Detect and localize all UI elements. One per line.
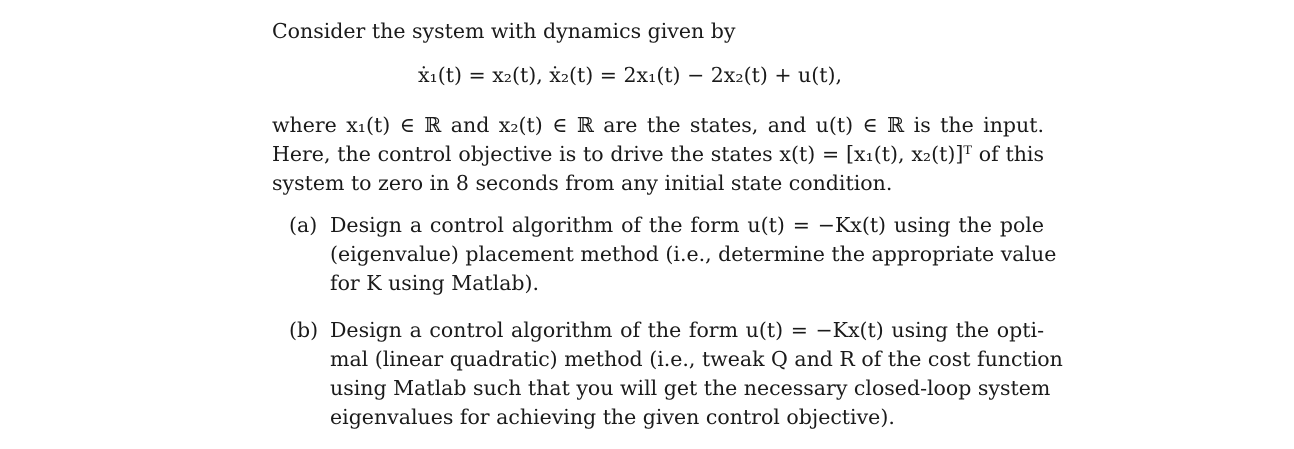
intro-text: Consider the system with dynamics given by bbox=[272, 19, 736, 43]
item-a-label: (a) bbox=[289, 213, 318, 237]
item-b-line-4: eigenvalues for achieving the given control objective). bbox=[330, 405, 895, 429]
item-b-label: (b) bbox=[289, 318, 319, 342]
dynamics-equation: ẋ₁(t) = x₂(t), ẋ₂(t) = 2x₁(t) − 2x₂(t) + u(t), bbox=[418, 63, 842, 87]
paragraph-line-1: where x₁(t) ∈ ℝ and x₂(t) ∈ ℝ are the states, and u(t) ∈ ℝ is the input. bbox=[272, 113, 1044, 137]
paragraph-line-2: Here, the control objective is to drive the states x(t) = [x₁(t), x₂(t)]ᵀ of this bbox=[272, 142, 1044, 166]
paragraph-line-3: system to zero in 8 seconds from any initial state condition. bbox=[272, 171, 893, 195]
item-b-line-3: using Matlab such that you will get the necessary closed-loop system bbox=[330, 376, 1051, 400]
item-b-line-1: Design a control algorithm of the form u(t) = −Kx(t) using the opti- bbox=[330, 318, 1044, 342]
item-b-line-2: mal (linear quadratic) method (i.e., tweak Q and R of the cost function bbox=[330, 347, 1063, 371]
item-a-line-2: (eigenvalue) placement method (i.e., determine the appropriate value bbox=[330, 242, 1057, 266]
item-a-line-3: for K using Matlab). bbox=[330, 271, 540, 295]
item-a-line-1: Design a control algorithm of the form u(t) = −Kx(t) using the pole bbox=[330, 213, 1044, 237]
